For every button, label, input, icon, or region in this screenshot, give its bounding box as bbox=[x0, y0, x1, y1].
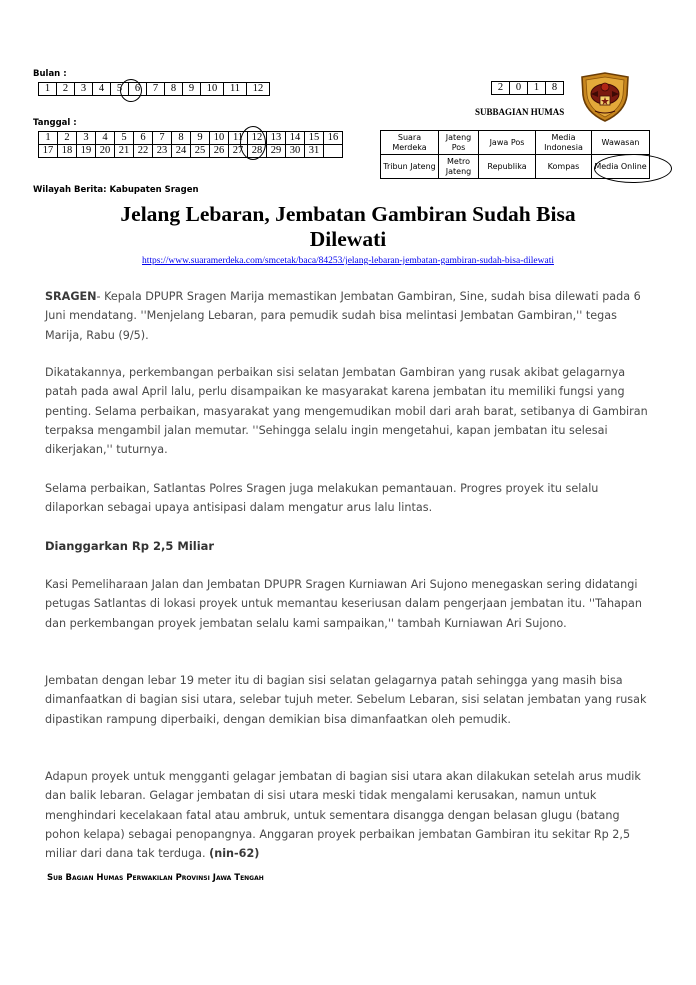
bulan-label: Bulan : bbox=[33, 69, 67, 79]
tanggal-cell: 26 bbox=[210, 145, 229, 158]
article-title-line1: Jelang Lebaran, Jembatan Gambiran Sudah Bisa bbox=[120, 202, 576, 226]
paragraph-6-text: Adapun proyek untuk mengganti gelagar jembatan di bagian sisi utara akan dilakukan setelah arus mudik dan balik lebaran. Gelagar jembatan di sisi utara meski tidak mengalami kerusakan, namun untuk menghindari kecelakaan fatal atau ambruk, untuk sementara disangga dengan belasan glugu (batang pohon kelapa) sebagai penopangnya. Anggaran proyek perbaikan jembatan Gambiran itu sekitar Rp 2,5 miliar dari dana tak terduga. bbox=[45, 770, 641, 861]
bulan-cell: 7 bbox=[147, 83, 165, 96]
paragraph-5-text: Jembatan dengan lebar 19 meter itu di bagian sisi selatan gelagarnya patah sehingga yang masih bisa dimanfaatkan di bagian sisi utara, selebar tujuh meter. Sebelum Lebaran, sisi selatan jembatan yang rusak dipastikan rampung diperbaiki, dengan demikian bisa dimanfaatkan oleh pemudik. bbox=[45, 674, 647, 726]
subbagian-humas-label: SUBBAGIAN HUMAS bbox=[475, 107, 565, 117]
article-body bbox=[45, 287, 657, 863]
bulan-selection-circle bbox=[120, 79, 142, 102]
tanggal-cell bbox=[324, 145, 343, 158]
tanggal-label: Tanggal : bbox=[33, 118, 77, 128]
bulan-cell: 6 bbox=[129, 83, 147, 96]
tanggal-cell: 19 bbox=[77, 145, 96, 158]
tanggal-cell: 16 bbox=[324, 132, 343, 145]
tanggal-cell: 30 bbox=[286, 145, 305, 158]
bulan-cell: 4 bbox=[93, 83, 111, 96]
dateline: SRAGEN bbox=[45, 290, 97, 303]
tanggal-cell: 20 bbox=[96, 145, 115, 158]
tanggal-cell: 12 bbox=[248, 132, 267, 145]
tanggal-cell: 31 bbox=[305, 145, 324, 158]
tanggal-cell: 6 bbox=[134, 132, 153, 145]
media-selection-circle bbox=[594, 154, 672, 183]
tanggal-cell: 8 bbox=[172, 132, 191, 145]
tanggal-cell: 11 bbox=[229, 132, 248, 145]
paragraph-1-text: - Kepala DPUPR Sragen Marija memastikan Jembatan Gambiran, Sine, sudah bisa dilewati pada 6 Juni mendatang. ''Menjelang Lebaran, para pemudik sudah bisa melintasi Jembatan Gambiran,'' tegas Marija, Rabu (9/5). bbox=[45, 290, 641, 342]
paragraph-5 bbox=[45, 671, 657, 749]
tanggal-cell: 17 bbox=[39, 145, 58, 158]
footer-humas: Sub Bagian Humas Perwakilan Provinsi Jawa Tengah bbox=[47, 873, 264, 883]
bulan-cell: 9 bbox=[183, 83, 201, 96]
bulan-cell: 10 bbox=[201, 83, 224, 96]
year-digit-cell: 8 bbox=[546, 82, 564, 95]
tanggal-cell: 1 bbox=[39, 132, 58, 145]
tanggal-cell: 23 bbox=[153, 145, 172, 158]
tanggal-cell: 13 bbox=[267, 132, 286, 145]
bulan-table bbox=[38, 82, 270, 96]
article-title bbox=[40, 202, 656, 252]
tanggal-cell: 15 bbox=[305, 132, 324, 145]
tanggal-cell: 10 bbox=[210, 132, 229, 145]
media-outlet-cell: Jateng Pos bbox=[439, 131, 479, 155]
tanggal-cell: 14 bbox=[286, 132, 305, 145]
tanggal-cell: 22 bbox=[134, 145, 153, 158]
year-digit-cell: 2 bbox=[492, 82, 510, 95]
year-digit-cell: 1 bbox=[528, 82, 546, 95]
tanggal-cell: 7 bbox=[153, 132, 172, 145]
bulan-cell: 5 bbox=[111, 83, 129, 96]
author-initials: (nin-62) bbox=[209, 847, 260, 861]
paragraph-6 bbox=[45, 767, 657, 863]
media-outlet-cell: Republika bbox=[479, 155, 536, 179]
tanggal-cell: 25 bbox=[191, 145, 210, 158]
tanggal-table bbox=[38, 131, 343, 158]
tanggal-cell: 29 bbox=[267, 145, 286, 158]
tanggal-cell: 9 bbox=[191, 132, 210, 145]
media-outlet-cell: Media Indonesia bbox=[536, 131, 592, 155]
bulan-cell: 12 bbox=[247, 83, 270, 96]
tanggal-cell: 21 bbox=[115, 145, 134, 158]
bulan-cell: 1 bbox=[39, 83, 57, 96]
article-title-line2: Dilewati bbox=[309, 227, 387, 251]
article-subheading: Dianggarkan Rp 2,5 Miliar bbox=[45, 539, 215, 553]
bulan-cell: 2 bbox=[57, 83, 75, 96]
media-outlet-cell: Metro Jateng bbox=[439, 155, 479, 179]
media-outlet-cell: Wawasan bbox=[592, 131, 650, 155]
media-outlet-cell: Jawa Pos bbox=[479, 131, 536, 155]
tanggal-cell: 24 bbox=[172, 145, 191, 158]
tanggal-selection-circle bbox=[240, 126, 266, 160]
year-digit-cell: 0 bbox=[510, 82, 528, 95]
garuda-emblem-icon bbox=[576, 67, 634, 125]
media-outlet-cell: Tribun Jateng bbox=[381, 155, 439, 179]
tanggal-cell: 4 bbox=[96, 132, 115, 145]
paragraph-3: Selama perbaikan, Satlantas Polres Sragen juga melakukan pemantauan. Progres proyek itu selalu dilaporkan sebagai upaya antisipasi dalam mengatur arus lalu lintas. bbox=[45, 482, 599, 515]
tanggal-cell: 5 bbox=[115, 132, 134, 145]
paragraph-4: Kasi Pemeliharaan Jalan dan Jembatan DPUPR Sragen Kurniawan Ari Sujono menegaskan sering didatangi petugas Satlantas di lokasi proyek untuk memantau keseriusan dalam pengerjaan jembatan itu. ''Tahapan dan perkembangan proyek jembatan selalu kami sampaikan,'' tambah Kurniawan Ari Sujono. bbox=[45, 578, 642, 630]
tanggal-cell: 18 bbox=[58, 145, 77, 158]
tanggal-cell: 2 bbox=[58, 132, 77, 145]
year-table bbox=[491, 81, 564, 95]
media-outlet-cell: Suara Merdeka bbox=[381, 131, 439, 155]
paragraph-2: Dikatakannya, perkembangan perbaikan sisi selatan Jembatan Gambiran yang rusak akibat gelagarnya patah pada awal April lalu, perlu disampaikan ke masyarakat karena jembatan itu memiliki fungsi yang penting. Selama perbaikan, masyarakat yang mengemudikan mobil dari arah barat, setibanya di Gambiran terpaksa mengambil jalan memutar. ''Sehingga selalu ingin mengetahui, kapan jembatan itu selesai dikerjakan,'' tuturnya. bbox=[45, 366, 648, 457]
bulan-cell: 11 bbox=[224, 83, 247, 96]
tanggal-cell: 28 bbox=[248, 145, 267, 158]
media-outlet-cell: Kompas bbox=[536, 155, 592, 179]
tanggal-cell: 27 bbox=[229, 145, 248, 158]
wilayah-berita: Wilayah Berita: Kabupaten Sragen bbox=[33, 185, 199, 195]
media-outlet-cell: Media Online bbox=[592, 155, 650, 179]
bulan-cell: 3 bbox=[75, 83, 93, 96]
bulan-cell: 8 bbox=[165, 83, 183, 96]
paragraph-1 bbox=[45, 287, 657, 345]
article-url-link[interactable]: https://www.suaramerdeka.com/smcetak/baca/84253/jelang-lebaran-jembatan-gambiran-sudah-bisa-dilewati bbox=[142, 256, 554, 266]
tanggal-cell: 3 bbox=[77, 132, 96, 145]
